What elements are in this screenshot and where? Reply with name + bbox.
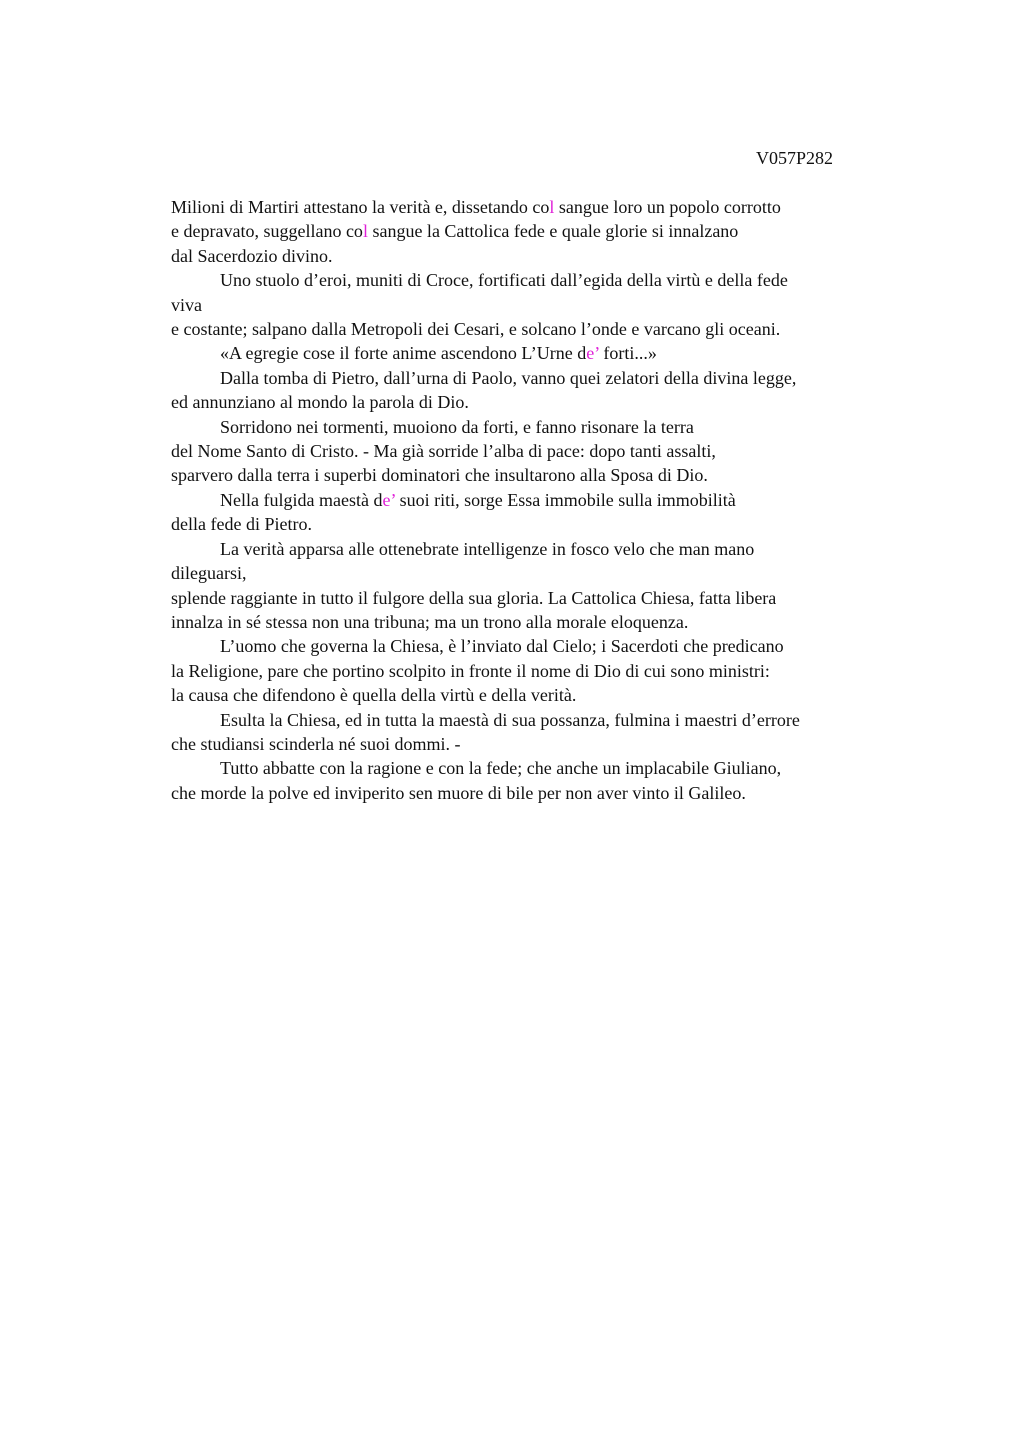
text-line — [171, 341, 911, 365]
text-segment: L’uomo che governa la Chiesa, è l’inviato dal Cielo; i Sacerdoti che predicano — [220, 636, 784, 657]
text-line — [171, 244, 911, 268]
text-segment: forti...» — [598, 343, 657, 364]
text-segment: splende raggiante in tutto il fulgore della sua gloria. La Cattolica Chiesa, fatta libera — [171, 587, 777, 608]
text-segment: viva — [171, 294, 202, 315]
text-segment: Milioni di Martiri attestano la verità e, dissetando co — [171, 197, 550, 217]
highlighted-text: e’ — [586, 343, 599, 364]
text-segment: Nella fulgida maestà d — [220, 489, 383, 510]
text-line — [171, 293, 911, 317]
text-segment: dileguarsi, — [171, 563, 247, 584]
text-line — [171, 610, 911, 634]
text-line — [171, 634, 911, 658]
text-line — [171, 659, 911, 683]
text-line — [171, 732, 911, 756]
text-line — [171, 195, 911, 219]
highlighted-text: l — [549, 197, 555, 217]
highlighted-text: e’ — [382, 489, 396, 510]
text-segment: sparvero dalla terra i superbi dominatori che insultarono alla Sposa di Dio. — [171, 465, 708, 486]
text-segment: Tutto abbatte con la ragione e con la fede; che anche un implacabile Giuliano, — [220, 758, 782, 779]
text-segment: e depravato, suggellano co — [171, 221, 363, 242]
text-line — [171, 708, 911, 732]
text-segment: Uno stuolo d’eroi, muniti di Croce, fortificati dall’egida della virtù e della fede — [220, 270, 788, 291]
text-line — [171, 415, 911, 439]
text-line — [171, 683, 911, 707]
text-line — [171, 537, 911, 561]
text-line — [171, 586, 911, 610]
text-segment: la causa che difendono è quella della virtù e della verità. — [171, 685, 577, 706]
text-segment: dal Sacerdozio divino. — [171, 245, 333, 266]
text-segment: sangue loro un popolo corrotto — [554, 197, 781, 217]
text-line — [171, 756, 911, 780]
text-segment: sangue la Cattolica fede e quale glorie si innalzano — [367, 221, 739, 242]
text-segment: del Nome Santo di Cristo. - Ma già sorride l’alba di pace: dopo tanti assalti, — [171, 441, 716, 462]
text-segment: della fede di Pietro. — [171, 514, 312, 535]
text-line — [171, 561, 911, 585]
text-line — [171, 463, 911, 487]
text-segment: che morde la polve ed inviperito sen muore di bile per non aver vinto il Galileo. — [171, 782, 746, 803]
text-line — [171, 390, 911, 414]
text-segment: innalza in sé stessa non una tribuna; ma un trono alla morale eloquenza. — [171, 611, 689, 632]
text-line — [171, 439, 911, 463]
text-segment: Sorridono nei tormenti, muoiono da forti, e fanno risonare la terra — [220, 416, 694, 437]
text-segment: la Religione, pare che portino scolpito in fronte il nome di Dio di cui sono ministri: — [171, 660, 770, 681]
text-segment: e costante; salpano dalla Metropoli dei Cesari, e solcano l’onde e varcano gli oceani. — [171, 319, 781, 340]
text-line — [171, 781, 911, 805]
text-line — [171, 512, 911, 536]
text-segment: che studiansi scinderla né suoi dommi. - — [171, 733, 461, 754]
text-segment: suoi riti, sorge Essa immobile sulla immobilità — [395, 489, 736, 510]
highlighted-text: l — [362, 221, 368, 242]
text-segment: La verità apparsa alle ottenebrate intelligenze in fosco velo che man mano — [220, 538, 755, 559]
text-segment: «A egregie cose il forte animе ascendono L’Urne d — [220, 343, 587, 364]
text-segment: Esulta la Chiesa, ed in tutta la maestà di sua possanza, fulmina i maestri d’errore — [220, 709, 800, 730]
text-line — [171, 268, 911, 292]
text-line — [171, 488, 911, 512]
text-line — [171, 366, 911, 390]
document-body — [171, 195, 911, 805]
text-line — [171, 219, 911, 243]
page-identifier: V057P282 — [756, 148, 834, 168]
text-segment: Dalla tomba di Pietro, dall’urna di Paolo, vanno quei zelatori della divina legge, — [220, 367, 797, 388]
text-line — [171, 317, 911, 341]
text-segment: ed annunziano al mondo la parola di Dio. — [171, 392, 469, 413]
